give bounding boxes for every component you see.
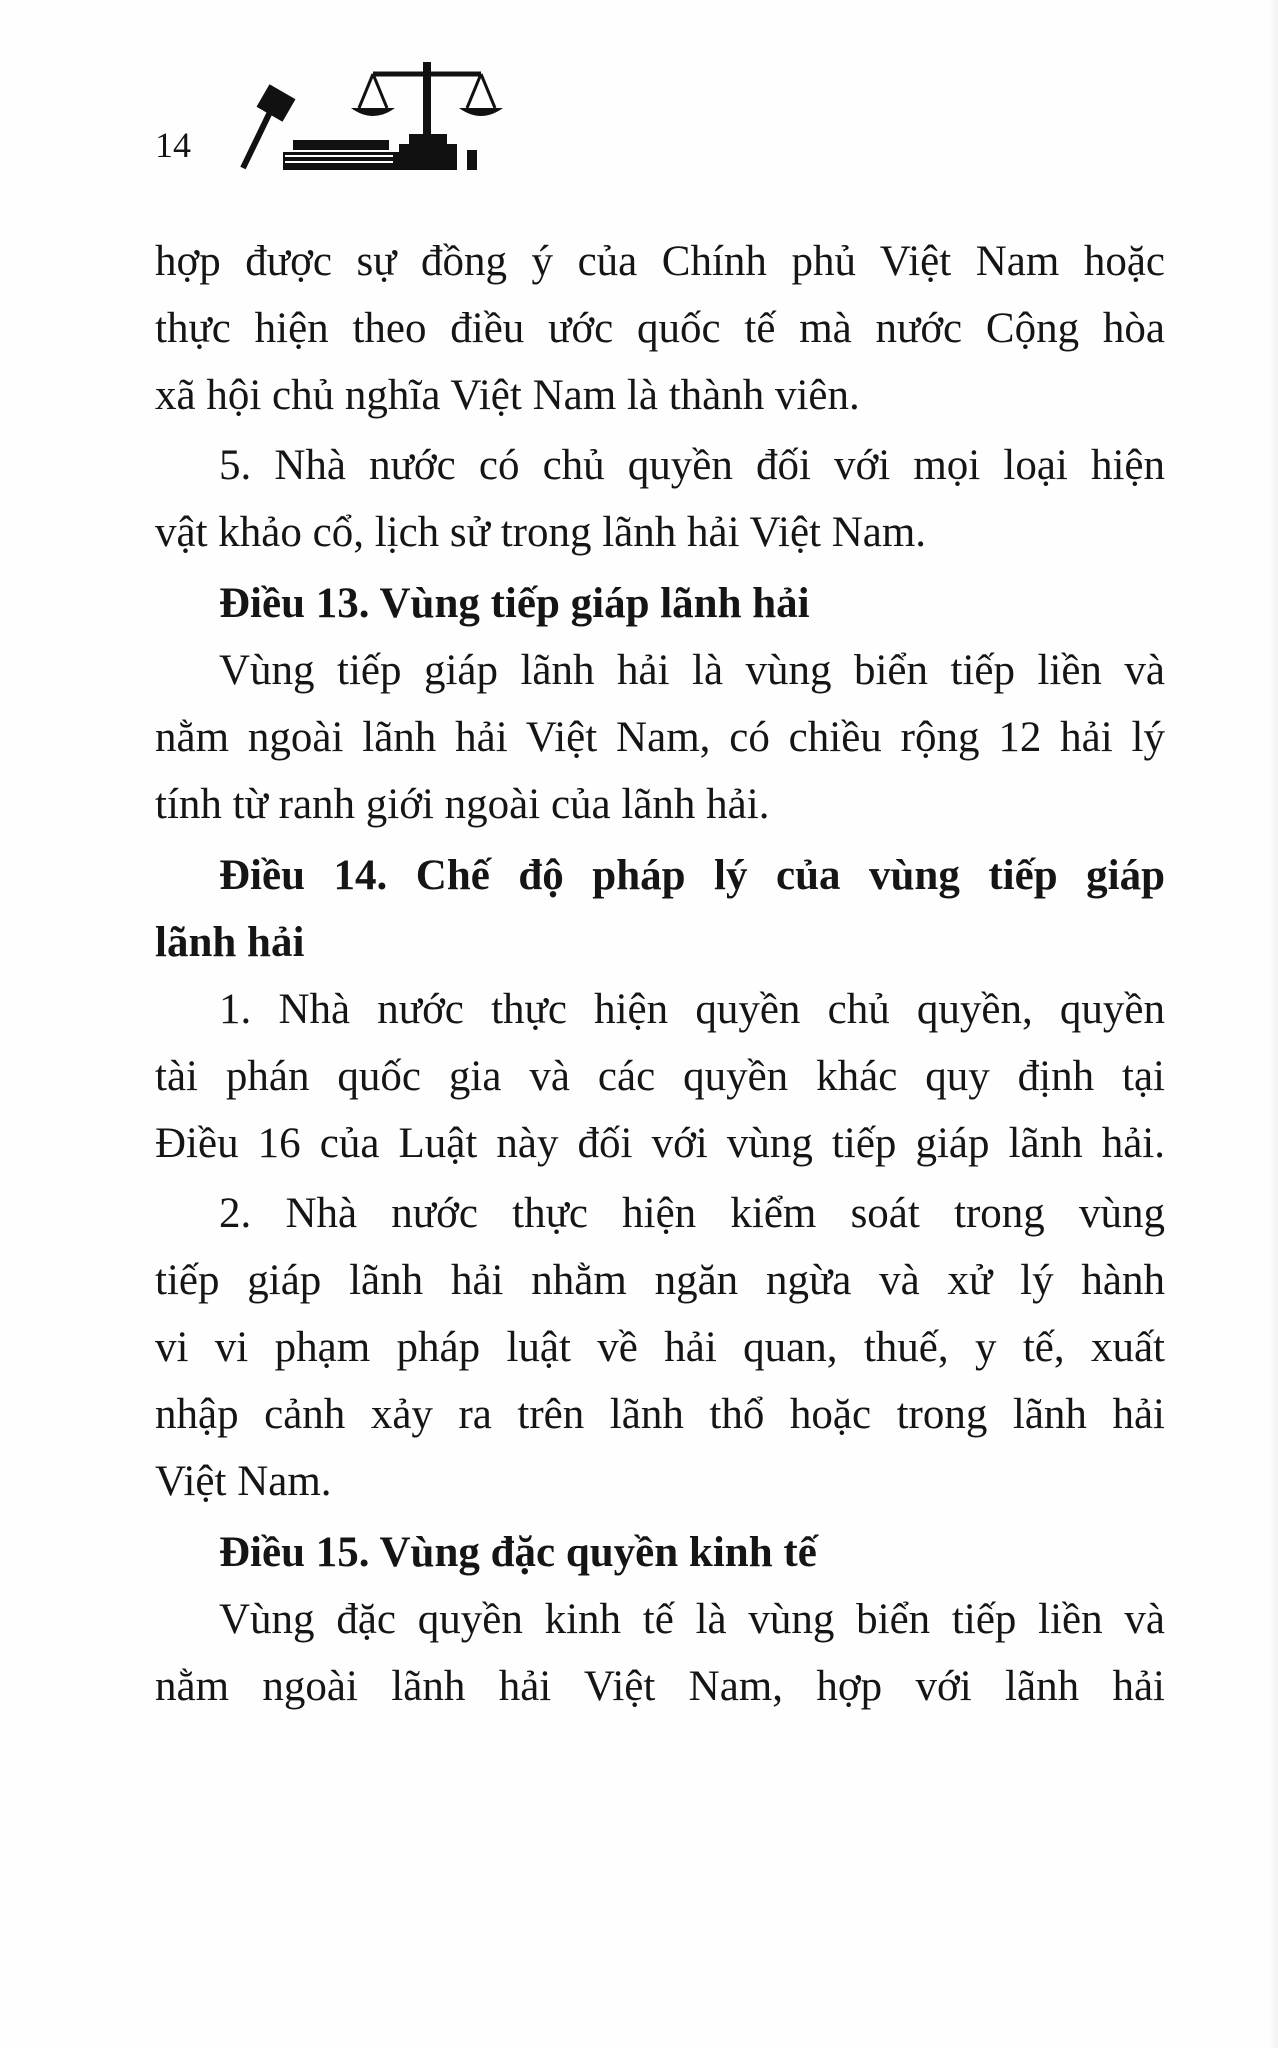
paragraph: [155, 1586, 1165, 1720]
text-line: 1. Nhà nước thực hiện quyền chủ quyền, quyền: [219, 986, 1165, 1033]
paragraph: [155, 1180, 1165, 1515]
heading-line: Điều 14. Chế độ pháp lý của vùng tiếp giáp: [219, 852, 1165, 899]
paragraph: [155, 637, 1165, 838]
paragraph: [155, 432, 1165, 566]
text-line: nằm ngoài lãnh hải Việt Nam, hợp với lãnh hải: [155, 1663, 1165, 1710]
text-line: Việt Nam.: [155, 1458, 332, 1505]
text-line: Vùng đặc quyền kinh tế là vùng biển tiếp liền và: [219, 1596, 1165, 1643]
text-line: hợp được sự đồng ý của Chính phủ Việt Nam hoặc: [155, 238, 1165, 285]
text-line: tính từ ranh giới ngoài của lãnh hải.: [155, 781, 770, 828]
text-line: vật khảo cổ, lịch sử trong lãnh hải Việt Nam.: [155, 509, 927, 556]
page-header: [155, 60, 555, 170]
text-line: 2. Nhà nước thực hiện kiểm soát trong vùng: [219, 1190, 1165, 1237]
text-line: Điều 16 của Luật này đối với vùng tiếp giáp lãnh hải.: [155, 1120, 1165, 1167]
scales-and-gavel-icon: [223, 60, 543, 170]
text-line: nằm ngoài lãnh hải Việt Nam, có chiều rộng 12 hải lý: [155, 714, 1165, 761]
text-line: tài phán quốc gia và các quyền khác quy định tại: [155, 1053, 1165, 1100]
heading-line: Điều 15. Vùng đặc quyền kinh tế: [219, 1529, 817, 1576]
paragraph: [155, 228, 1165, 429]
paragraph: [155, 976, 1165, 1177]
article-heading-13: [155, 570, 1165, 637]
heading-line: lãnh hải: [155, 919, 305, 966]
text-line: 5. Nhà nước có chủ quyền đối với mọi loại hiện: [219, 442, 1165, 489]
heading-line: Điều 13. Vùng tiếp giáp lãnh hải: [219, 580, 810, 627]
text-line: thực hiện theo điều ước quốc tế mà nước Cộng hòa: [155, 305, 1165, 352]
text-line: tiếp giáp lãnh hải nhằm ngăn ngừa và xử lý hành: [155, 1257, 1165, 1304]
text-line: vi vi phạm pháp luật về hải quan, thuế, y tế, xuất: [155, 1324, 1165, 1371]
text-line: Vùng tiếp giáp lãnh hải là vùng biển tiếp liền và: [219, 647, 1165, 694]
page-edge: [1268, 0, 1278, 2048]
article-heading-15: [155, 1519, 1165, 1586]
page-number: 14: [155, 125, 191, 165]
text-line: nhập cảnh xảy ra trên lãnh thổ hoặc trong lãnh hải: [155, 1391, 1165, 1438]
article-heading-14: [155, 842, 1165, 976]
article-text: [155, 228, 1165, 1720]
text-line: xã hội chủ nghĩa Việt Nam là thành viên.: [155, 372, 860, 419]
